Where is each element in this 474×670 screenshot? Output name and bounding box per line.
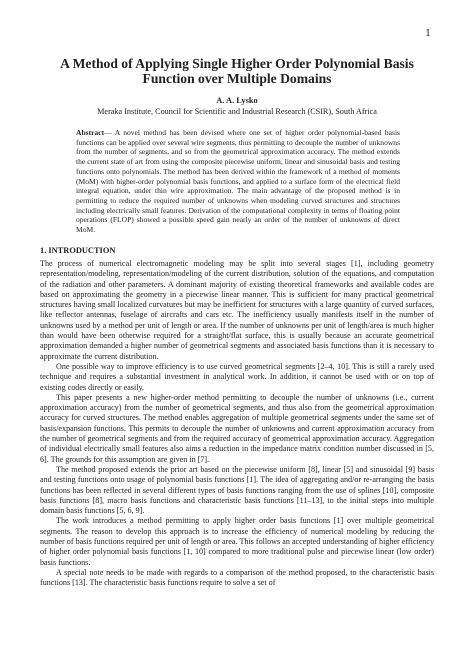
paragraph-5: The work introduces a method permitting to apply higher order basis functions [1] over multiple geometrical segments. The reason to develop this approach is to increase the efficiency of numerical modeling by reducing the number of basis functions required per unit of length or area. This follows an accepted understanding of higher efficiency of higher order polynomial basis functions [1, 10] compared to more traditional pulse and piecewise linear (low order) basis functions. (40, 516, 434, 567)
abstract (76, 128, 400, 235)
author-affiliation: Meraka Institute, Council for Scientific and Industrial Research (CSIR), South Africa (97, 107, 377, 116)
page-number: 1 (425, 29, 431, 39)
paragraph-1: The process of numerical electromagnetic modeling may be split into several stages [1], including geometry representation/modeling, representation/modeling of the current distribution, solution of the equations, and computation of the radiation and other parameters. A dominant majority of existing theoretical frameworks and available codes are based on approximating the geometry in a piecewise linear manner. This is sufficient for many practical geometrical structures having small localized curvatures but may be inefficient for structures with a large quantity of curved surfaces, like reflector antennas, fuselage of aircrafts and cars etc. The inefficiency usually manifests itself in the number of unknowns used by a method per unit of length or area. If the number of unknowns per unit of length/area is much higher than would have been otherwise required for a straight/flat surface, this is usually because an accurate geometrical approximation demanded a higher number of geometrical segments and associated basis functions than it is necessary to approximate the current distribution. (40, 259, 434, 361)
paragraph-6: A special note needs to be made with regards to a comparison of the method proposed, to the characteristic basis functions [13]. The characteristic basis functions require to solve a set of (40, 567, 434, 588)
abstract-label: Abstract (76, 128, 105, 137)
paragraph-4: The method proposed extends the prior art based on the piecewise uniform [8], linear [5] and sinusoidal [9] basis and testing functions onto usage of polynomial basis functions [1]. The idea of aggregating and/or re-arranging the basis functions has been reflected in several different types of basis functions ranging from the use of splines [10], composite basis functions [8], macro basis functions and characteristic basis functions [11–13], to the initial steps into multiple domain basis functions [5, 6, 9]. (40, 464, 434, 516)
section-heading: 1. INTRODUCTION (40, 246, 116, 255)
title-line-1: A Method of Applying Single Higher Order Polynomial Basis (60, 56, 414, 71)
body-text (40, 259, 434, 589)
title-line-2: Function over Multiple Domains (142, 71, 332, 86)
paper-title (40, 56, 434, 86)
paragraph-3: This paper presents a new higher-order method permitting to decouple the number of unknowns (i.e., current approximation accuracy) from the number of geometrical segments, and thus also from the geometrical approximation accuracy for curved structures. The method enables aggregation of multiple geometrical segments under the same set of basis/expansion functions. This permits to decouple the number of unknowns and current approximation accuracy from the number of geometrical segments and from the required accuracy of geometrical approximation accuracy. Aggregation of individual electrically small features also aims a reduction in the impedance matrix condition number discussed in [5, 6]. The grounds for this assumption are given in [7]. (40, 392, 434, 464)
paragraph-2: One possible way to improve efficiency is to use curved geometrical segments [2–4, 10]. This is still a rarely used technique and requires a substantial investment in analytical work. In addition, it cannot be used with or on top of existing codes directly or easily. (40, 361, 434, 392)
author-name: A. A. Lysko (216, 96, 258, 105)
abstract-text: — A novel method has been devised where one set of higher order polynomial-based basis functions can be applied over several wire segments, thus permitting to decouple the number of unknowns from the number of segments, and so from the geometrical approximation accuracy. The method extends the current state of art from using the composite piecewise uniform, linear and sinusoidal basis and testing functions onto polynomials. The method has been derived within the framework of a method of moments (MoM) with higher-order polynomial basis functions, and applied to a surface form of the electrical field integral equation, under thin wire approximation. The main advantage of the proposed method is in permitting to reduce the required number of unknowns when modeling curved structures and structures including electrically small features. Derivation of the computational complexity in terms of floating point operations (FLOP) showed a possible speed gain nearly an order of the number of unknowns of direct MoM. (76, 128, 400, 235)
